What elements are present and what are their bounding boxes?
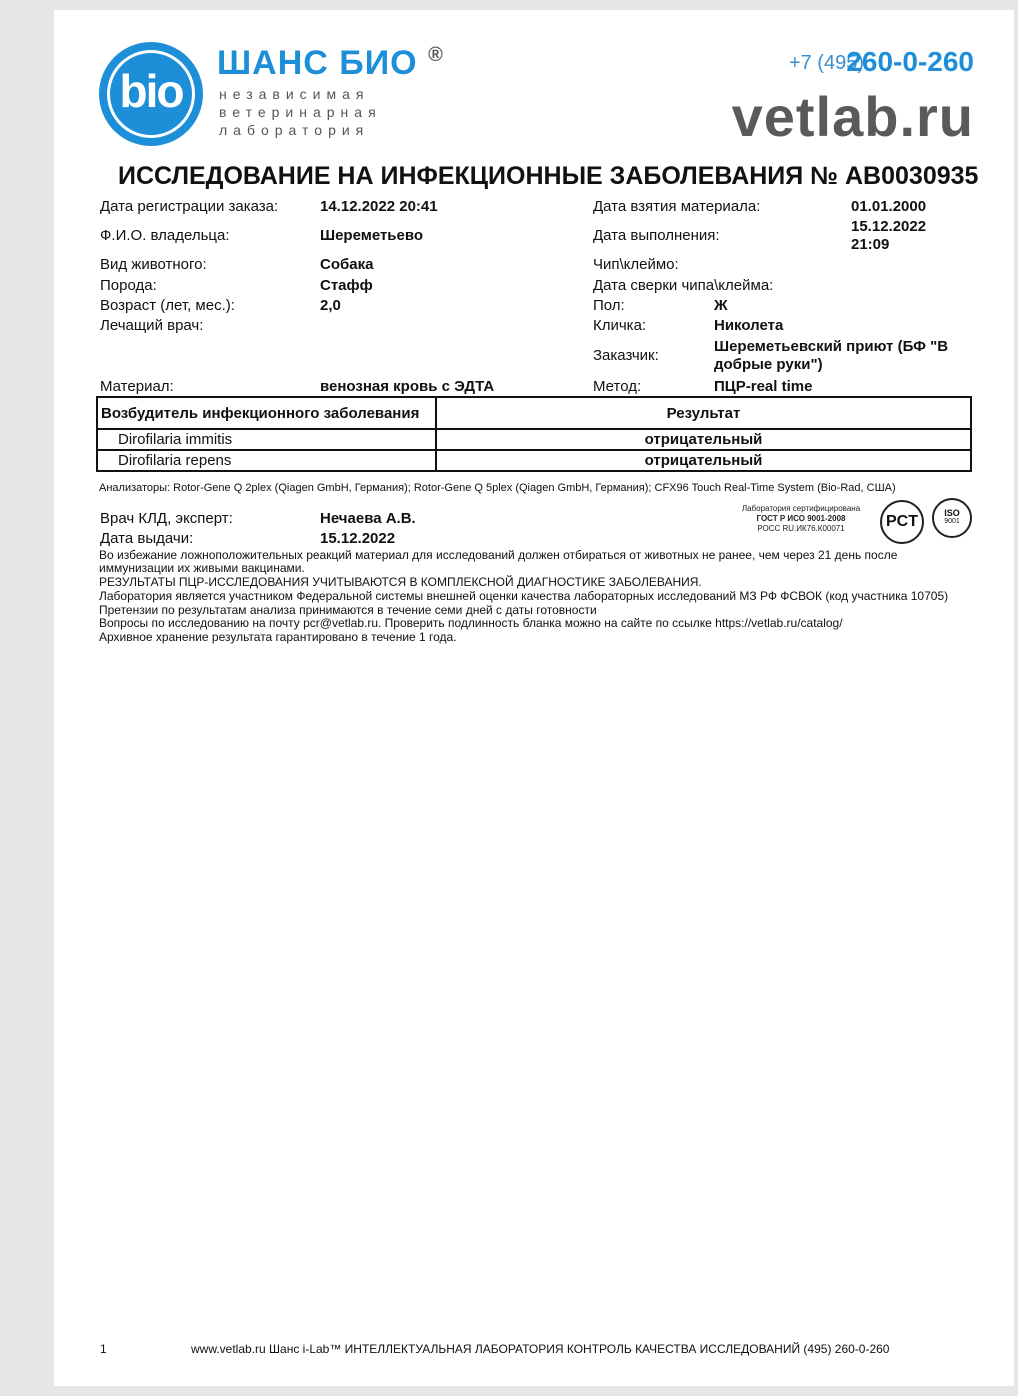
results-table-header [97, 397, 971, 429]
sex-value: Ж [714, 297, 728, 314]
customer-label: Заказчик: [593, 347, 659, 364]
chip-label: Чип\клеймо: [593, 256, 679, 273]
issue-date-value: 15.12.2022 [320, 530, 396, 547]
page-number: 1 [100, 1342, 107, 1356]
cert-line-1: Лаборатория сертифицирована [741, 504, 861, 513]
table-row [97, 450, 971, 471]
logo-text: bio [119, 65, 183, 117]
customer-value-line2: добрые руки") [714, 356, 823, 373]
note-line-1: Во избежание ложноположительных реакций материал для исследований должен отбираться от животных не ранее, чем через 21 день после [99, 548, 898, 562]
phone-prefix: +7 (495) [788, 52, 864, 74]
brand-tagline-3: лаборатория [219, 122, 370, 138]
iso-certification-icon [932, 498, 972, 538]
iso-mark-text: ISO [944, 508, 960, 518]
brand-name-text: ШАНС БИО [217, 44, 418, 82]
footer-text: www.vetlab.ru Шанс i-Lab™ ИНТЕЛЛЕКТУАЛЬНАЯ ЛАБОРАТОРИЯ КОНТРОЛЬ КАЧЕСТВА ИССЛЕДОВАНИЙ (495) 260-0-260 [191, 1342, 890, 1356]
completed-date-label: Дата выполнения: [593, 227, 720, 244]
owner-value: Шереметьево [320, 227, 424, 244]
document-title: ИССЛЕДОВАНИЕ НА ИНФЕКЦИОННЫЕ ЗАБОЛЕВАНИЯ № АВ0030935 [118, 162, 979, 190]
pathogen-cell: Dirofilaria repens [97, 450, 436, 471]
result-cell: отрицательный [436, 450, 971, 471]
age-label: Возраст (лет, мес.): [100, 297, 235, 314]
chip-check-label: Дата сверки чипа\клейма: [593, 277, 774, 294]
pet-name-value: Николета [714, 317, 784, 334]
age-value: 2,0 [320, 297, 341, 314]
iso-num-text: 9001 [944, 518, 960, 525]
issue-date-label: Дата выдачи: [100, 530, 194, 547]
method-value: ПЦР-real time [714, 378, 813, 395]
breed-value: Стафф [320, 277, 373, 294]
note-line-3: РЕЗУЛЬТАТЫ ПЦР-ИССЛЕДОВАНИЯ УЧИТЫВАЮТСЯ В КОМПЛЕКСНОЙ ДИАГНОСТИКЕ ЗАБОЛЕВАНИЯ. [99, 575, 702, 589]
note-line-2: иммунизации их живыми вакцинами. [99, 561, 305, 575]
note-line-7: Архивное хранение результата гарантировано в течение 1 года. [99, 630, 457, 644]
pathogen-column-header: Возбудитель инфекционного заболевания [97, 397, 436, 429]
analyzers-note: Анализаторы: Rotor-Gene Q 2plex (Qiagen GmbH, Германия); Rotor-Gene Q 5plex (Qiagen GmbH, Германия); CFX96 Touch Real-Time System (Bio-Rad, США) [99, 482, 896, 494]
registered-mark: ® [428, 44, 444, 66]
cert-text [726, 504, 876, 534]
note-line-4: Лаборатория является участником Федеральной системы внешней оценки качества лабораторных исследований МЗ РФ ФСВОК (код участника 10705) [99, 589, 949, 603]
completed-date-value: 15.12.2022 [851, 218, 927, 235]
table-row [97, 429, 971, 450]
reg-date-value: 14.12.2022 20:41 [320, 198, 438, 215]
note-line-6: Вопросы по исследованию на почту pcr@vetlab.ru. Проверить подлинность бланка можно на сайте по ссылке https://vetlab.ru/catalog/ [99, 616, 843, 630]
cert-line-2: ГОСТ Р ИСО 9001-2008 [756, 514, 846, 523]
doctor-label: Врач КЛД, эксперт: [100, 510, 233, 527]
results-table [96, 396, 972, 472]
reg-date-label: Дата регистрации заказа: [100, 198, 279, 215]
vet-label: Лечащий врач: [100, 317, 204, 334]
customer-value-line1: Шереметьевский приют (БФ "В [714, 338, 949, 355]
method-label: Метод: [593, 378, 642, 395]
brand-name [217, 44, 444, 83]
note-line-5: Претензии по результатам анализа принимаются в течение семи дней с даты готовности [99, 603, 597, 617]
website-url: vetlab.ru [731, 85, 974, 148]
brand-tagline-1: независимая [219, 86, 370, 102]
breed-label: Порода: [100, 277, 157, 294]
sample-date-value: 01.01.2000 [851, 198, 927, 215]
brand-logo [99, 42, 203, 146]
owner-label: Ф.И.О. владельца: [100, 227, 230, 244]
pathogen-cell: Dirofilaria immitis [97, 429, 436, 450]
sex-label: Пол: [593, 297, 625, 314]
pct-certification-icon [880, 500, 924, 544]
result-cell: отрицательный [436, 429, 971, 450]
brand-tagline-2: ветеринарная [219, 104, 382, 120]
material-label: Материал: [100, 378, 174, 395]
pct-mark-text: PCT [886, 513, 918, 530]
doctor-value: Нечаева А.В. [320, 510, 416, 527]
completed-time-value: 21:09 [851, 236, 890, 253]
sample-date-label: Дата взятия материала: [593, 198, 761, 215]
material-value: венозная кровь с ЭДТА [320, 378, 495, 395]
document-page [54, 10, 1014, 1386]
phone-number: 260-0-260 [846, 46, 974, 77]
species-label: Вид животного: [100, 256, 207, 273]
cert-line-3: РОСС RU.ИК76.К00071 [757, 524, 845, 533]
species-value: Собака [320, 256, 374, 273]
pet-name-label: Кличка: [593, 317, 647, 334]
result-column-header: Результат [436, 397, 971, 429]
